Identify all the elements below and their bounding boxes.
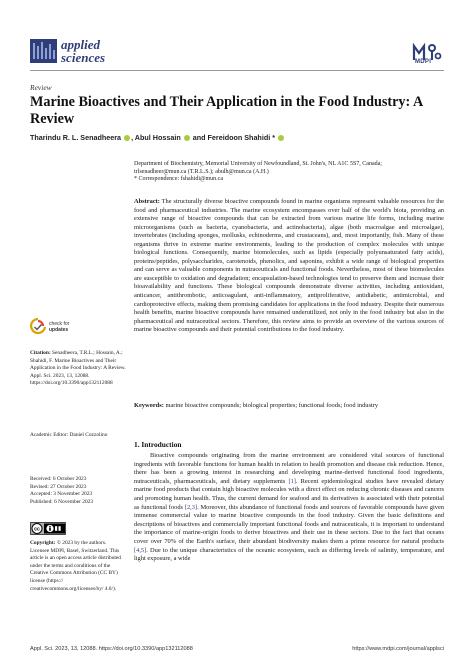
copyright-text: © 2023 by the authors. Licensee MDPI, Basel, Switzerland. This article is an open access article distributed under the terms and conditions of the Creative Commons Attribution (CC BY) license (https:// creativecommons.org/licenses/by/ 4.0/). [30,540,122,592]
date-accepted: Accepted: 3 November 2023 [30,491,93,498]
keywords [134,402,444,411]
author-name: Fereidoon Shahidi * [207,133,276,142]
citation-label: Citation: [30,350,51,356]
orcid-icon[interactable] [278,135,284,141]
check-line2: updates [49,327,69,333]
header-divider [30,70,444,71]
citation [30,350,126,388]
author-separator: , [131,133,135,142]
abstract-text: The structurally diverse bioactive compounds found in marine organisms represent valuable resources for the food and pharmaceutical industries. The marine ecosystem encompasses over half of the world's biota, providing an extensive range of bioactive compounds that can be extracted from various marine life forms, including marine microorganisms (such as bacteria, cyanobacteria, and actinobacteria), algae (both macroalgae and microalgae), invertebrates (including sponges, mollusks, echinoderms, and crustaceans), and, most importantly, fish. Many of these organisms thrive in extreme marine environments, leading to the production of complex molecules with unique biological functions. Consequently, marine biomolecules, such as lipids (especially polyunsaturated fatty acids), proteins/peptides, polysaccharides, carotenoids, phenolics, and saponins, exhibit a wide range of biological properties and can serve as valuable components in nutraceuticals and functional foods. Nevertheless, most of these biomolecules are susceptible to oxidation and degradation; encapsulation-based technologies tend to preserve them and increase their bioavailability and functions. These biological compounds demonstrate diverse activities, including antioxidant, anticancer, antithrombotic, anticoagulant, anti-inflammatory, antiproliferative, antidiabetic, antimicrobial, and cardioprotective effects, making them promising candidates for applications in the food industry. Despite their numerous health benefits, marine bioactive compounds have remained underutilized, not only in the food industry but also in the pharmaceutical and nutraceutical sectors. Therefore, this review aims to provide an overview of the various sources of marine bioactive compounds and their potential contributions to the food industry. [134,198,444,334]
editor-name: Daniel Cozzolino [69,432,108,438]
check-for-updates-label[interactable] [49,321,69,333]
journal-name [61,38,105,64]
orcid-icon[interactable] [184,135,190,141]
keywords-label: Keywords: [134,402,164,409]
introduction-text: . Recent epidemiological studies have revealed dietary marine food products that contain high bioactive molecules with a direct effect on reducing chronic diseases and cancers and promoting human health. Thus, the current demand for seafood and its derivatives is associated with their potential as functional foods [134,477,445,511]
journal-name-line1: applied [61,37,100,52]
keywords-text: marine bioactive compounds; biological properties; functional foods; food industry [165,402,379,409]
page-footer [30,646,444,652]
date-published: Published: 6 November 2023 [30,498,94,505]
academic-editor [30,432,126,440]
editor-label: Academic Editor: [30,432,69,438]
copyright-notice [30,540,126,593]
author-name: Tharindu R. L. Senadheera [30,133,122,142]
introduction-text: Bioactive compounds originating from the marine environment are considered vital sources of functional ingredients with favorable functions for human health in relation to health promotion and disease risk reduction. Hence, there has been a growing interest in researching and developing marine-derived functional food ingredients, nutraceuticals, pharmaceuticals, and dietary supplements [134,452,444,485]
check-for-updates-icon[interactable] [30,318,46,336]
publisher-name: MDPI [415,59,432,65]
affiliation-line: Department of Biochemistry, Memorial University of Newfoundland, St. John's, NL A1C 5S7, Canada; [134,161,382,167]
cc-label: cc [34,526,40,533]
section-heading-introduction: 1. Introduction [134,440,182,449]
cc-by-license-icon[interactable] [30,522,66,535]
copyright-label: Copyright: [30,540,56,546]
citation-link[interactable]: [4,5] [134,546,147,554]
introduction-paragraph [134,452,444,564]
publication-dates [30,476,126,506]
abstract-label: Abstract: [134,198,160,205]
journal-name-line2: sciences [61,50,106,65]
footer-citation[interactable]: Appl. Sci. 2023, 13, 12088. https://doi.org/10.3390/app132112088 [30,646,193,652]
journal-logo-icon [30,39,57,63]
introduction-text: . Due to the unique characteristics of the oceanic ecosystem, such as differing levels of salinity, temperature, and light exposure, a wide [134,546,444,563]
article-title: Marine Bioactives and Their Application in the Food Industry: A Review [30,94,423,127]
author-list [30,133,285,142]
footer-journal-url[interactable]: https://www.mdpi.com/journal/applsci [352,646,444,652]
introduction-text: . Moreover, this abundance of functional foods and sources of favorable compounds have given immense commercial value to marine bioactive compounds in the food industry. Given the basic definitions and descriptions of bioactives and commercially important functional foods and nutraceuticals, it is important to understand the importance of marine-origin foods to derive bioactives and their use in these sectors. Due to the fact that oceans cover over 70% of the Earth's surface, their abundant biodiversity makes them a prime resource for natural products [134,503,445,545]
citation-link[interactable]: [2,3] [184,503,198,511]
citation-text: Senadheera, T.R.L.; Hossain, A.; Shahidi, F. Marine Bioactives and Their Application in the Food Industry: A Review. Appl. Sci. 2023, 13, 12088. https://doi.org/10.3390/app132112088 [30,350,126,387]
check-line1: check for [49,321,70,327]
author-name: Abul Hossain [134,133,181,142]
citation-link[interactable]: [1] [288,477,296,485]
orcid-icon[interactable] [124,135,130,141]
date-received: Received: 6 October 2023 [30,476,87,482]
correspondence: * Correspondence: fshahidi@mun.ca [134,176,224,183]
affiliation-emails: trlsenadheer@mun.ca (T.R.L.S.); abulh@mun.ca (A.H.) [134,168,269,175]
article-type: Review [30,83,52,92]
author-separator: and [190,133,208,142]
date-revised: Revised: 27 October 2023 [30,483,87,490]
affiliations [134,161,444,184]
abstract [134,198,444,335]
